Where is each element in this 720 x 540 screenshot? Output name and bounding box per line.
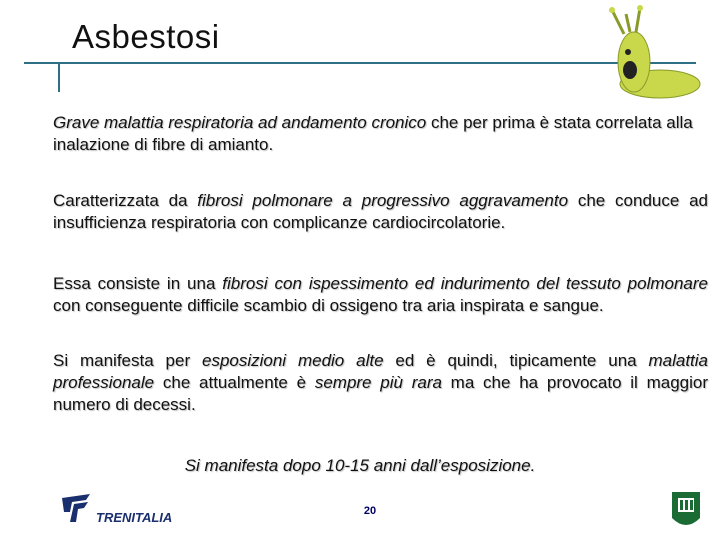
page-number: 20 [363, 505, 377, 517]
title-vertical-rule [58, 62, 60, 92]
paragraph-definition: Grave malattia respiratoria ad andamento cronico che per prima è stata correlata alla inalazione di fibre di amianto. [53, 113, 693, 154]
slide-title: Asbestosi [72, 18, 220, 55]
paragraph-exposure: Si manifesta per esposizioni medio alte ed è quindi, tipicamente una malattia professionale che attualmente è sempre più rara ma che ha provocato il maggior numero di decessi. [53, 351, 708, 414]
crest-logo-icon [668, 488, 704, 536]
paragraph-fibrosis: Essa consiste in una fibrosi con ispessimento ed indurimento del tessuto polmonare con conseguente difficile scambio di ossigeno tra aria inspirata e sangue. [53, 274, 708, 315]
slug-mascot-icon [600, 4, 704, 108]
footer-note: Si manifesta dopo 10-15 anni dall’esposizione. [184, 456, 536, 475]
trenitalia-logo-icon [58, 490, 94, 526]
trenitalia-logo-text: TRENITALIA [96, 510, 173, 525]
title-horizontal-rule [24, 62, 696, 64]
paragraph-characteristics: Caratterizzata da fibrosi polmonare a progressivo aggravamento che conduce ad insufficienza respiratoria con complicanze cardiocircolatorie. [53, 191, 708, 232]
